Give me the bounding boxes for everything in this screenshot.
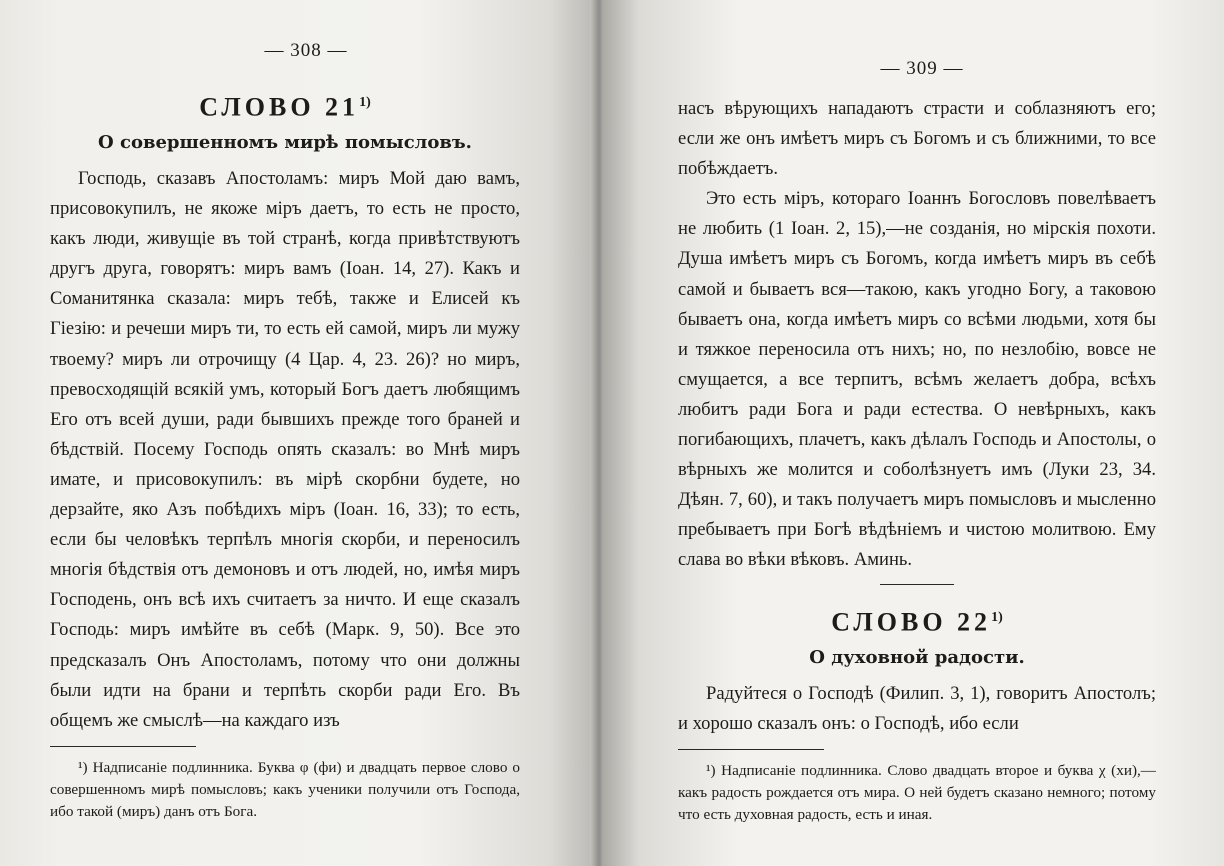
- paragraph: насъ вѣрующихъ нападаютъ страсти и соблазняютъ его; если же онъ имѣетъ миръ съ Богомъ и съ ближними, то все побѣждаетъ.: [678, 98, 1156, 180]
- right-page: [602, 0, 1224, 866]
- left-page-content: [50, 40, 520, 823]
- page-number-right: — 309 —: [880, 58, 964, 79]
- right-body-text: [678, 94, 1156, 576]
- footnote-mark: 1): [359, 95, 371, 110]
- footnote-divider: [50, 746, 196, 747]
- section-divider: [880, 584, 954, 585]
- footnote-text: ¹) Надписаніе подлинника. Буква φ (фи) и двадцать первое слово о совершенномъ мирѣ помысловъ; какъ ученики получили отъ Господа, ибо такой (миръ) данъ отъ Бога.: [50, 758, 520, 820]
- section-heading-peace: О совершенномъ мирѣ помысловъ.: [98, 132, 472, 153]
- paragraph: Радуйтеся о Господѣ (Филип. 3, 1), говоритъ Апостолъ; и хорошо сказалъ онъ: о Господѣ, ибо если: [678, 682, 1156, 734]
- sermon-title-text: СЛОВО 22: [831, 607, 992, 637]
- footnote-left: [50, 757, 520, 823]
- sermon-title-22: [678, 595, 1156, 641]
- footnote-text: ¹) Надписаніе подлинника. Слово двадцать второе и буква χ (хи),—какъ радость рождается отъ мира. О ней будетъ сказано немного; потому что есть духовная радость, есть и иная.: [678, 761, 1156, 823]
- footnote-divider: [678, 749, 824, 750]
- sermon-title-text: СЛОВО 21: [199, 92, 360, 122]
- sermon-title-21: [50, 80, 520, 126]
- footnote-right: [678, 760, 1156, 826]
- footnote-mark: 1): [991, 609, 1003, 625]
- paragraph: Господь, сказавъ Апостоламъ: миръ Мой даю вамъ, присовокупилъ, не якоже міръ даетъ, то есть не просто, какъ люди, живущіе въ той странѣ, когда привѣтствуютъ другъ друга, говорятъ: миръ вамъ (Іоан. 14, 27). Какъ и Соманитянка сказала: миръ тебѣ, также и Елисей къ Гіезію: и речеши миръ ти, то есть ей самой, миръ ли мужу твоему? миръ ли отрочищу (4 Цар. 4, 23. 26)? но миръ, превосходящій всякій умъ, который Богъ даетъ любящимъ Его отъ всей души, ради бывшихъ прежде того браней и бѣдствій. Посему Господь опять сказалъ: во Мнѣ миръ имате, и присовокупилъ: въ мірѣ скорбни будете, но дерзайте, яко Азъ побѣдихъ міръ (Іоан. 16, 33); то есть, если бы человѣкъ терпѣлъ многія скорби, и переносилъ многія бѣдствія отъ демоновъ и отъ людей, но, имѣя миръ Господень, онъ всѣ ихъ считаетъ за ничто. И еще сказалъ Господь: миръ имѣйте въ себѣ (Марк. 9, 50). Все это предсказалъ Онъ Апостоламъ, потому что они должны были идти на брани и терпѣть скорби ради Его. Въ общемъ же смыслѣ—на каждаго изъ: [50, 168, 520, 731]
- right-body-text-2: [678, 679, 1156, 739]
- right-page-content: [678, 58, 1156, 826]
- paragraph: Это есть міръ, котораго Іоаннъ Богословъ повелѣваетъ не любить (1 Іоан. 2, 15),—не созданія, но мірскія похоти. Душа имѣетъ миръ съ Богомъ, когда имѣетъ миръ въ себѣ самой и бываетъ вся—такою, какъ угодно Богу, а таковою бываетъ она, когда имѣетъ миръ со всѣми людьми, хотя бы и тяжкое переносила отъ нихъ; но, по незлобію, вовсе не смущается, а все терпитъ, всѣмъ желаетъ добра, всѣхъ любитъ ради Бога и ради естества. О невѣрныхъ, какъ погибающихъ, плачетъ, какъ дѣлалъ Господь и Апостолы, о вѣрныхъ же молится и соболѣзнуетъ имъ (Луки 23, 34. Дѣян. 7, 60), и такъ получаетъ миръ помысловъ и мысленно пребываетъ при Богѣ вѣдѣніемъ и чистою молитвою. Ему слава во вѣки вѣковъ. Аминь.: [678, 188, 1156, 571]
- left-page: [0, 0, 596, 866]
- page-number-left: — 308 —: [264, 40, 348, 61]
- left-body-text: [50, 164, 520, 736]
- section-heading-joy: О духовной радости.: [809, 646, 1025, 668]
